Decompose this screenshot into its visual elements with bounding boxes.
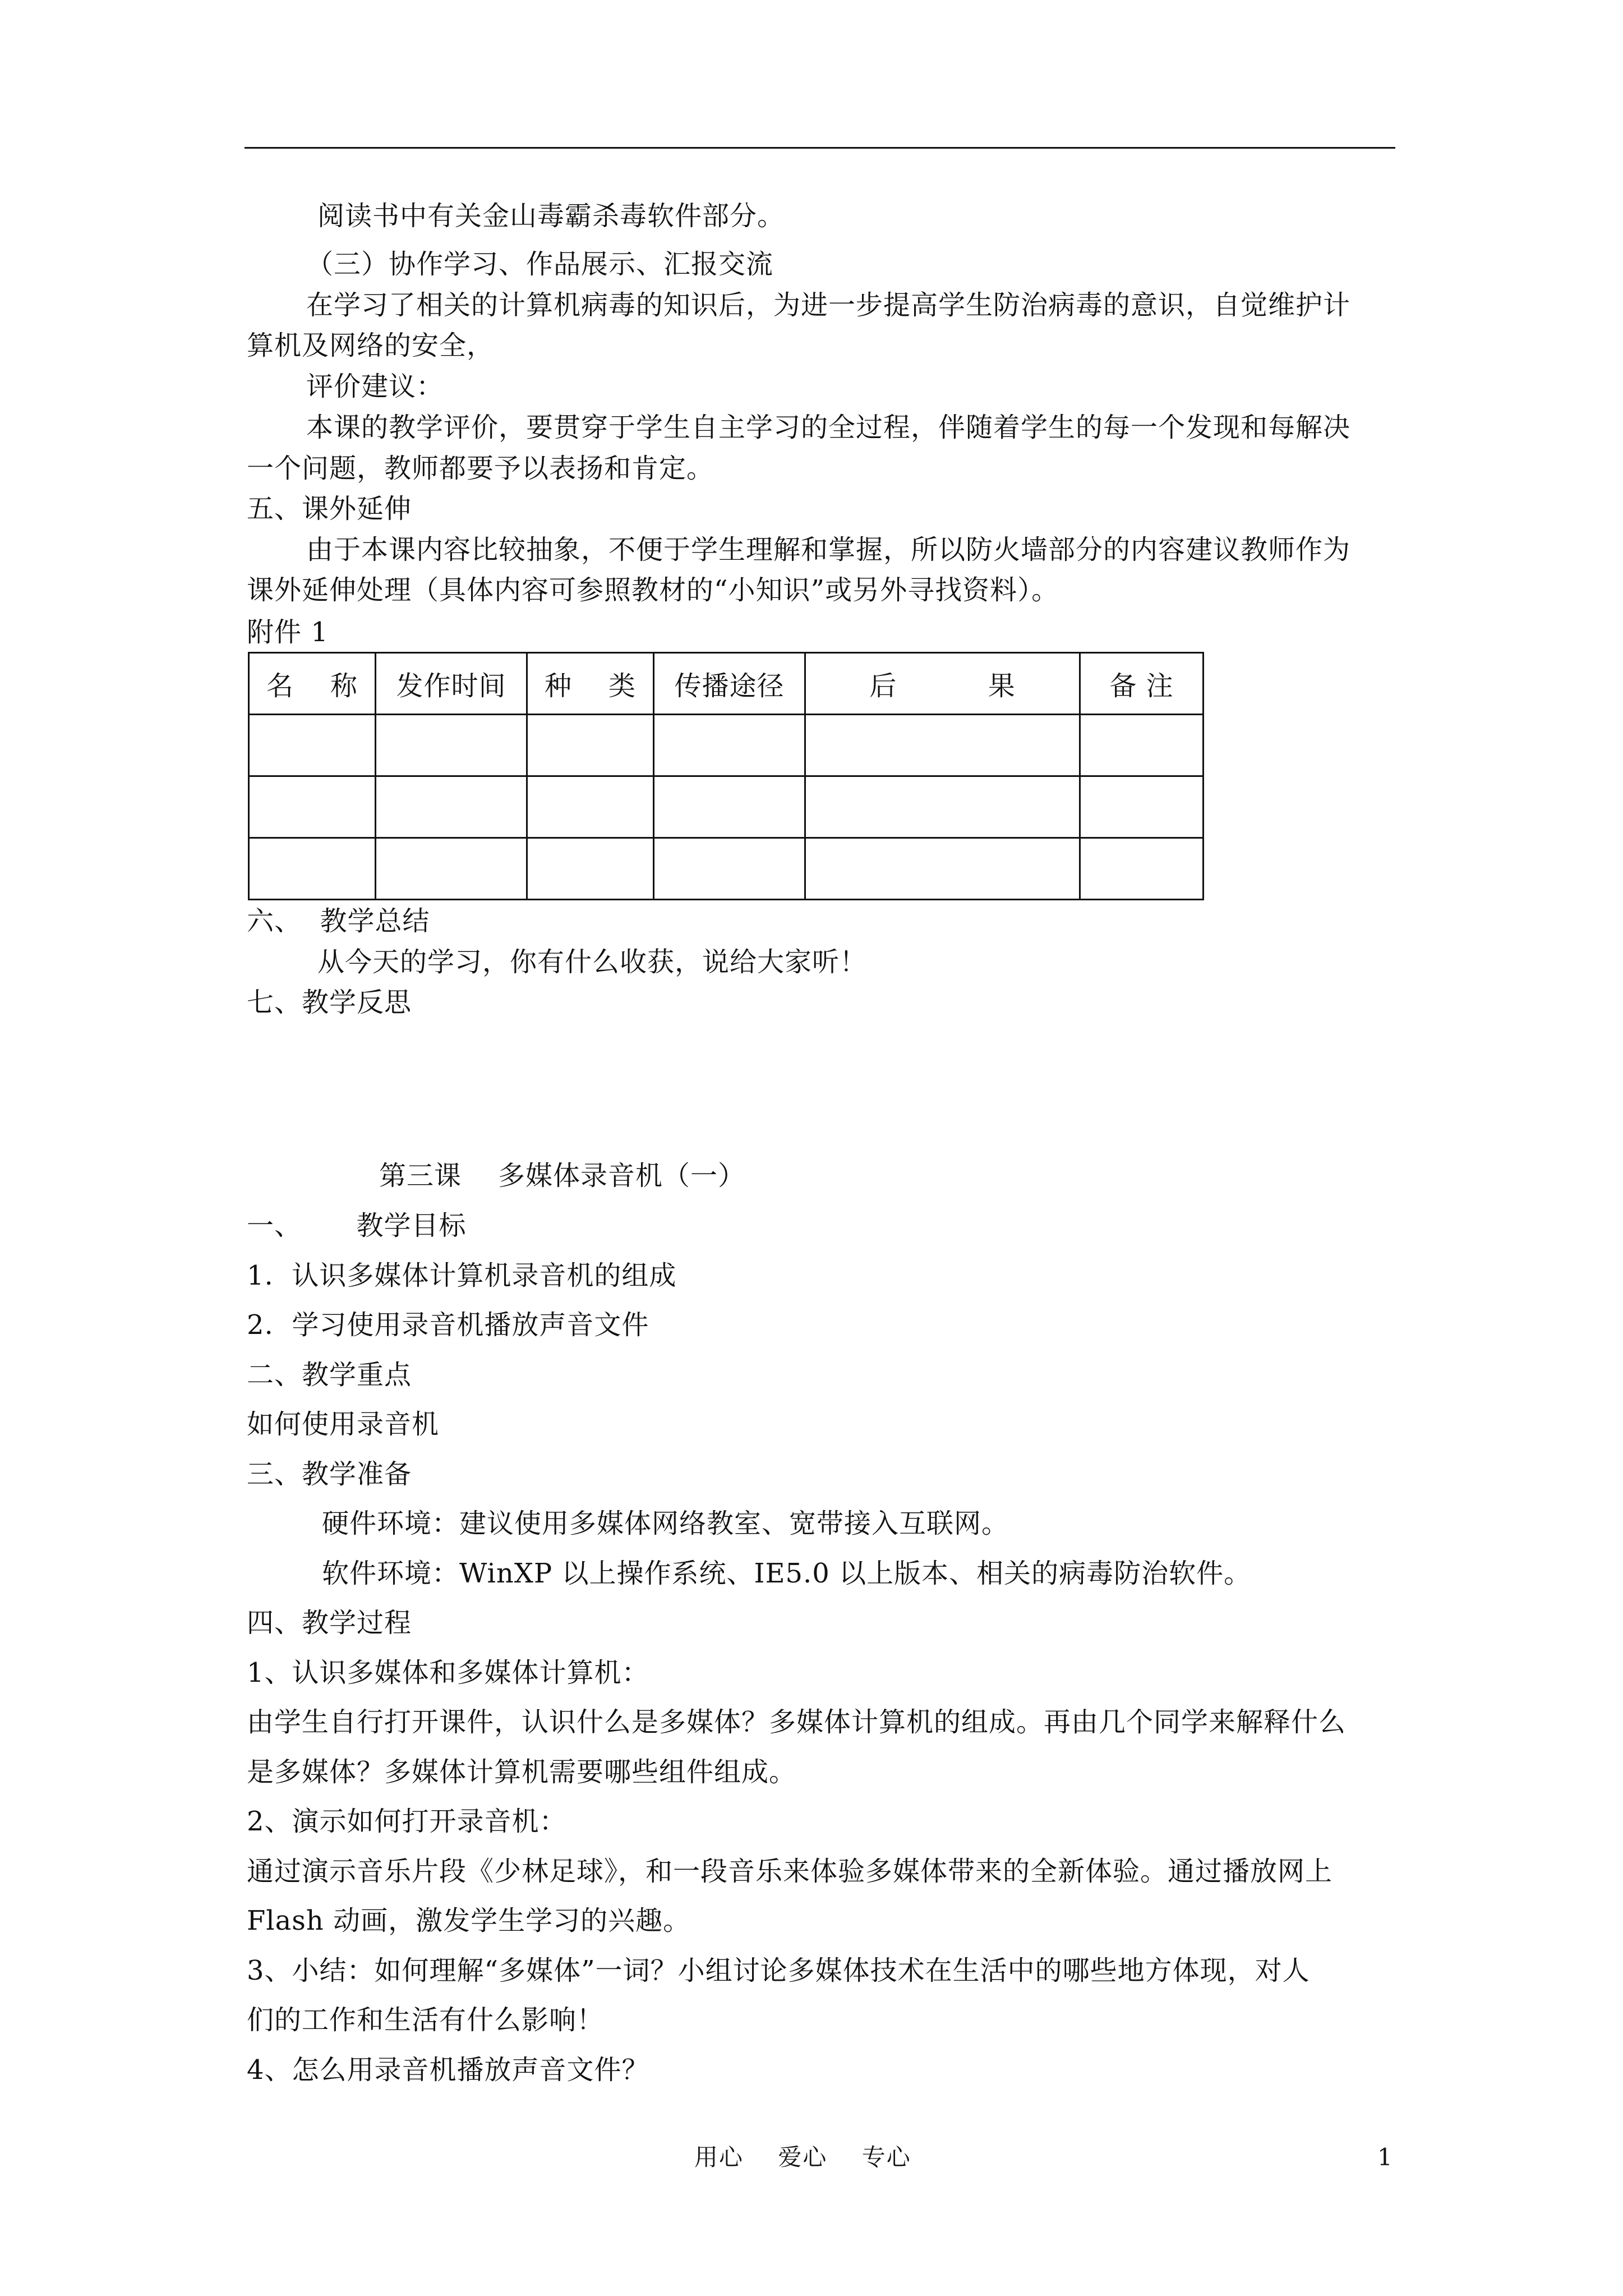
text-line-26: 由学生自行打开课件，认识什么是多媒体？多媒体计算机的组成。再由几个同学来解释什么 (247, 1706, 1347, 1738)
table-cell (249, 776, 376, 838)
table-header-cell: 发作时间 (376, 653, 527, 715)
table-row (249, 776, 1204, 838)
table-cell (805, 776, 1080, 838)
table-cell (654, 715, 805, 776)
table-cell (805, 715, 1080, 776)
section-heading-7: 七、教学反思 (247, 987, 412, 1018)
section-heading-1: 一、 教学目标 (247, 1210, 467, 1241)
section-heading-5: 五、课外延伸 (247, 493, 412, 524)
text-line-33: 4、怎么用录音机播放声音文件？ (247, 2054, 649, 2086)
text-line-32: 们的工作和生活有什么影响！ (247, 2004, 605, 2036)
table-cell (249, 838, 376, 900)
text-line-13: 从今天的学习，你有什么收获，说给大家听！ (317, 946, 868, 978)
text-line-10: 课外延伸处理（具体内容可参照教材的“小知识”或另外寻找资料）。 (247, 574, 1059, 606)
table-cell (805, 838, 1080, 900)
header-rule (245, 147, 1395, 149)
table-cell (527, 715, 654, 776)
text-line-18: 2. 学习使用录音机播放声音文件 (247, 1309, 649, 1341)
section-heading-4: 四、教学过程 (247, 1607, 412, 1639)
text-line-20: 如何使用录音机 (247, 1409, 440, 1440)
text-line-27: 是多媒体？多媒体计算机需要哪些组件组成。 (247, 1756, 797, 1788)
table-cell (376, 776, 527, 838)
attachment-table (248, 652, 1204, 900)
text-line-23: 软件环境：WinXP 以上操作系统、IE5.0 以上版本、相关的病毒防治软件。 (322, 1558, 1252, 1589)
text-line-31: 3、小结：如何理解“多媒体”一词？小组讨论多媒体技术在生活中的哪些地方体现，对人 (247, 1955, 1310, 1986)
text-line-17: 1. 认识多媒体计算机录音机的组成 (247, 1260, 677, 1291)
text-line-6: 本课的教学评价，要贯穿于学生自主学习的全过程，伴随着学生的每一个发现和每解决 (306, 412, 1351, 443)
text-line-30: Flash 动画，激发学生学习的兴趣。 (247, 1905, 691, 1936)
text-line-3: 在学习了相关的计算机病毒的知识后，为进一步提高学生防治病毒的意识，自觉维护计 (306, 289, 1351, 321)
text-line-9: 由于本课内容比较抽象，不便于学生理解和掌握，所以防火墙部分的内容建议教师作为 (306, 534, 1351, 565)
table-cell (1080, 838, 1204, 900)
section-heading-3: 三、教学准备 (247, 1458, 412, 1490)
text-line-22: 硬件环境：建议使用多媒体网络教室、宽带接入互联网。 (322, 1508, 1009, 1539)
text-line-1: 阅读书中有关金山毒霸杀毒软件部分。 (317, 200, 785, 232)
text-line-29: 通过演示音乐片段《少林足球》，和一段音乐来体验多媒体带来的全新体验。通过播放网上 (247, 1856, 1333, 1887)
table-header-cell: 备 注 (1080, 653, 1204, 715)
table-header-row (249, 653, 1204, 715)
table-cell (654, 776, 805, 838)
section-heading-6: 六、 教学总结 (247, 905, 430, 937)
page-number: 1 (1377, 2143, 1393, 2171)
lesson-title: 第三课 多媒体录音机（一） (379, 1160, 746, 1191)
table-cell (249, 715, 376, 776)
table-header-cell: 名 称 (249, 653, 376, 715)
table-row (249, 838, 1204, 900)
text-line-2: （三）协作学习、作品展示、汇报交流 (306, 249, 774, 280)
table-cell (527, 838, 654, 900)
table-cell (376, 838, 527, 900)
table-header-cell: 后 果 (805, 653, 1080, 715)
section-heading-2: 二、教学重点 (247, 1359, 412, 1391)
text-line-5: 评价建议： (306, 371, 444, 402)
attachment-label: 附件 1 (247, 616, 329, 648)
table-cell (1080, 715, 1204, 776)
page-footer: 用心 爱心 专心 (694, 2143, 911, 2171)
table-row (249, 715, 1204, 776)
table-cell (1080, 776, 1204, 838)
table-cell (527, 776, 654, 838)
text-line-28: 2、演示如何打开录音机： (247, 1806, 567, 1837)
table-header-cell: 种 类 (527, 653, 654, 715)
text-line-4: 算机及网络的安全， (247, 330, 495, 361)
text-line-7: 一个问题，教师都要予以表扬和肯定。 (247, 453, 714, 484)
table-cell (376, 715, 527, 776)
table-header-cell: 传播途径 (654, 653, 805, 715)
text-line-25: 1、认识多媒体和多媒体计算机： (247, 1657, 649, 1688)
table-cell (654, 838, 805, 900)
